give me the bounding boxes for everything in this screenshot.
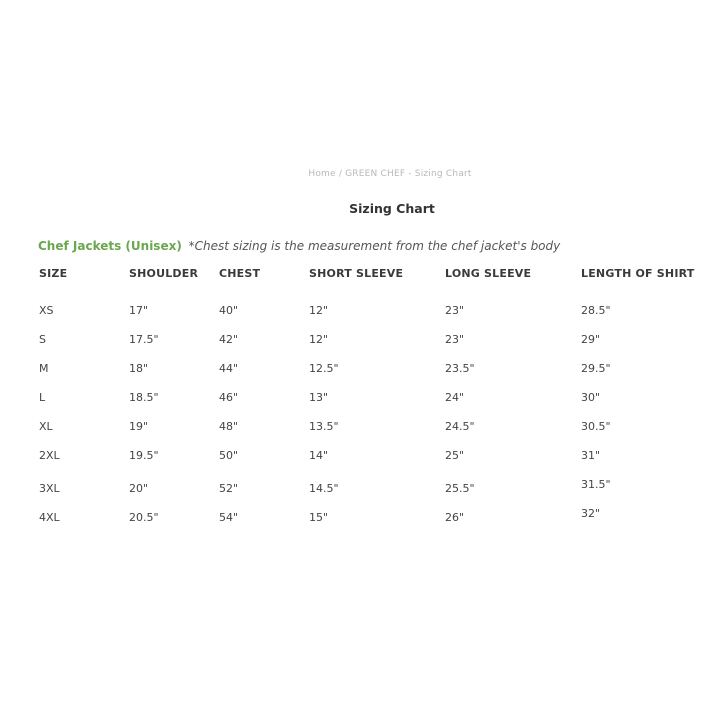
table-cell-chest: 54" (219, 511, 239, 524)
column-header-length-of-shirt: LENGTH OF SHIRT (581, 267, 695, 280)
table-cell-short-sleeve: 15" (309, 511, 329, 524)
table-cell-chest: 40" (219, 304, 239, 317)
table-cell-chest: 42" (219, 333, 239, 346)
column-header-short-sleeve: SHORT SLEEVE (309, 267, 404, 280)
table-cell-length-of-shirt: 30" (581, 391, 601, 404)
column-header-chest: CHEST (219, 267, 261, 280)
table-cell-length-of-shirt: 31.5" (581, 478, 611, 491)
table-cell-length-of-shirt: 32" (581, 507, 601, 520)
table-cell-long-sleeve: 23.5" (445, 362, 475, 375)
table-cell-short-sleeve: 14" (309, 449, 329, 462)
table-cell-length-of-shirt: 29.5" (581, 362, 611, 375)
table-cell-length-of-shirt: 31" (581, 449, 601, 462)
table-cell-shoulder: 19" (129, 420, 149, 433)
table-cell-short-sleeve: 12" (309, 333, 329, 346)
table-cell-long-sleeve: 24" (445, 391, 465, 404)
table-cell-length-of-shirt: 29" (581, 333, 601, 346)
table-cell-size: M (39, 362, 49, 375)
table-cell-length-of-shirt: 30.5" (581, 420, 611, 433)
table-cell-size: L (39, 391, 46, 404)
table-cell-shoulder: 20.5" (129, 511, 159, 524)
category-label: Chef Jackets (Unisex) (38, 239, 182, 253)
table-cell-size: XS (39, 304, 54, 317)
breadcrumb-current: GREEN CHEF - Sizing Chart (345, 169, 472, 179)
table-cell-short-sleeve: 12.5" (309, 362, 339, 375)
table-cell-size: 3XL (39, 482, 60, 495)
table-cell-long-sleeve: 24.5" (445, 420, 475, 433)
table-cell-shoulder: 18.5" (129, 391, 159, 404)
breadcrumb-separator: / (338, 169, 343, 179)
page-title: Sizing Chart (349, 201, 435, 216)
table-cell-chest: 48" (219, 420, 239, 433)
table-cell-short-sleeve: 14.5" (309, 482, 339, 495)
column-header-size: SIZE (39, 267, 68, 280)
table-cell-long-sleeve: 23" (445, 333, 465, 346)
table-cell-chest: 50" (219, 449, 239, 462)
chest-sizing-note: *Chest sizing is the measurement from the chef jacket's body (188, 239, 561, 253)
table-cell-shoulder: 17" (129, 304, 149, 317)
column-header-shoulder: SHOULDER (129, 267, 199, 280)
table-cell-shoulder: 20" (129, 482, 149, 495)
table-cell-chest: 46" (219, 391, 239, 404)
table-cell-size: XL (39, 420, 53, 433)
table-cell-short-sleeve: 13.5" (309, 420, 339, 433)
table-cell-chest: 52" (219, 482, 239, 495)
table-cell-shoulder: 17.5" (129, 333, 159, 346)
breadcrumb-home-link[interactable]: Home (308, 169, 336, 179)
table-cell-size: S (39, 333, 46, 346)
table-cell-long-sleeve: 25.5" (445, 482, 475, 495)
section-heading (38, 239, 560, 253)
table-cell-long-sleeve: 23" (445, 304, 465, 317)
breadcrumb (0, 169, 720, 179)
table-cell-size: 2XL (39, 449, 60, 462)
table-cell-shoulder: 19.5" (129, 449, 159, 462)
table-cell-short-sleeve: 12" (309, 304, 329, 317)
table-cell-length-of-shirt: 28.5" (581, 304, 611, 317)
table-cell-long-sleeve: 26" (445, 511, 465, 524)
table-cell-size: 4XL (39, 511, 60, 524)
table-cell-chest: 44" (219, 362, 239, 375)
table-cell-long-sleeve: 25" (445, 449, 465, 462)
table-cell-short-sleeve: 13" (309, 391, 329, 404)
table-cell-shoulder: 18" (129, 362, 149, 375)
column-header-long-sleeve: LONG SLEEVE (445, 267, 532, 280)
